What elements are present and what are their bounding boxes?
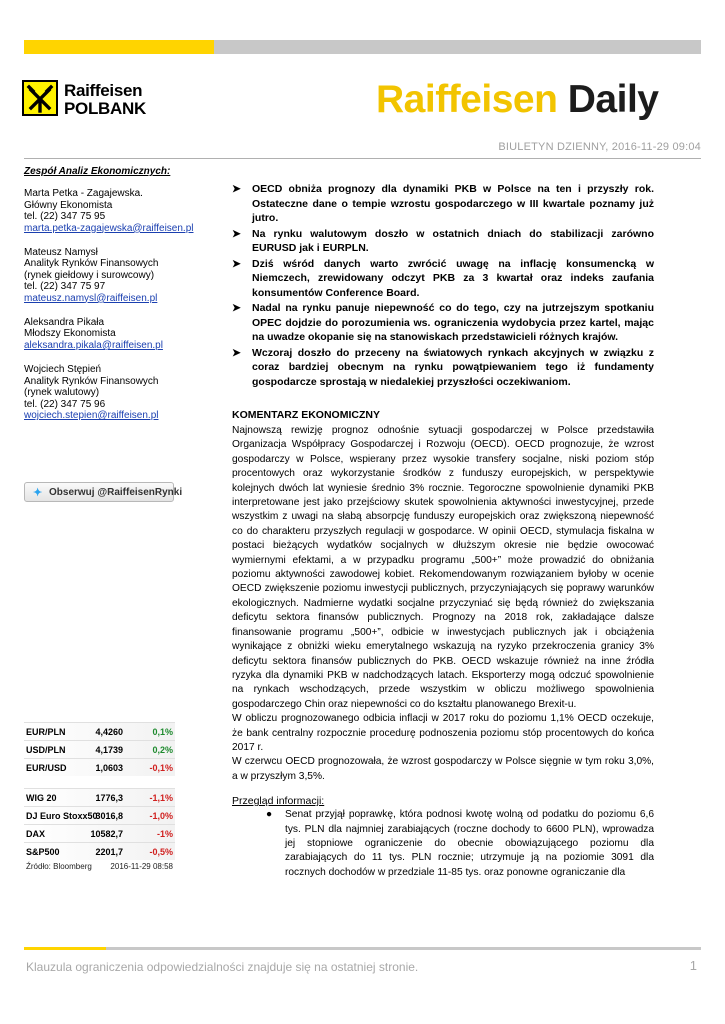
market-row (24, 824, 175, 842)
market-table (24, 722, 175, 874)
headline-text: Nadal na rynku panuje niepewność co do tego, czy na jutrzejszym spotkaniu OPEC dojdzie do porozumienia ws. ograniczenia wydobycia przez kartel, mając na uwadze okopanie się na stanowiskach przedstawicieli różnych krajów. (252, 302, 654, 343)
market-name: WIG 20 (26, 793, 57, 803)
arrow-bullet-icon: ➤ (232, 183, 241, 195)
page-number: 1 (689, 958, 697, 973)
member-line: Analityk Rynków Finansowych (24, 375, 159, 387)
member-line: Aleksandra Pikała (24, 317, 105, 329)
member-line: Marta Petka - Zagajewska. (24, 188, 143, 200)
market-row (24, 842, 175, 860)
headline-item (232, 257, 654, 301)
market-value: 2201,7 (95, 847, 123, 857)
sidebar-team (24, 166, 204, 434)
market-change: -0,1% (149, 763, 173, 773)
member-line: (rynek giełdowy i surowcowy) (24, 269, 155, 281)
member-line: Młodszy Ekonomista (24, 328, 116, 340)
team-member (24, 188, 204, 234)
team-member (24, 364, 204, 421)
commentary-paragraph: Najnowszą rewizję prognoz odnośnie sytuacji gospodarczej w Polsce przedstawiła Organizacja Współpracy Gospodarczej i Rozwoju (OECD). OECD prognozuje, że wzrost gospodarczy w Polsce, wspierany przez wysokie transfery socjalne, niski poziom stóp procentowych oraz wykorzystanie środków z funduszy europejskich, w perspektywie kolejnych dwóch lat wyniesie średnio 3% rocznie. Tegoroczne spowolnienie dynamiki PKB interpretowane jest jako przejściowy skutek spowolnienia aktywności inwestycyjnej, przede wszystkim z uwagi na słabą absorpcję funduszy europejskich oraz zwiększoną niepewność co do charakteru przyszłych regulacji w gospodarce. W opinii OECD, stymulacja fiskalna w postaci bieżących wydatków socjalnych w dłuższym okresie nie będzie owocować wymiernymi efektami, a w przypadku programu „500+” może prowadzić do obniżania poziomu aktywności zawodowej kobiet. Rekomendowanym rozwiązaniem byłoby w ocenie OECD zwiększenie poziomu inwestycji publicznych, przyczyniających się poprawy warunków ekologicznych. Nadmierne wydatki socjalne przyczyniać się będą również do zwiększania deficytu sektora finansów publicznych. Prognozy na 2018 rok, zakładające dalsze finansowanie programu „500+”, odbicie w inwestycjach publicznych jak i obciążenia wynikające z obniżki wieku emerytalnego wskazują na ryzyko przekroczenia granicy 3% deficytu sektora finansów publicznych do PKB. OECD wskazuje również na inne źródła ryzyka dla dynamiki PKB w nadchodzących latach. Eksporterzy mogą odczuć spowolnienie na rynkach wschodzących, przede wszystkim w obliczu możliwego spowolnienia gospodarczego Chin oraz niepewności co do kształtu planowanego Brexit-u. (232, 425, 654, 710)
market-value: 1,0603 (95, 763, 123, 773)
market-row (24, 758, 175, 776)
member-line: tel. (22) 347 75 95 (24, 211, 106, 223)
market-change: 0,2% (152, 745, 173, 755)
market-name: DJ Euro Stoxx50 (26, 811, 98, 821)
member-line: Mateusz Namysł (24, 247, 98, 259)
raiffeisen-polbank-logo (22, 80, 192, 120)
brand-title-raiffeisen: Raiffeisen (376, 78, 558, 121)
headline-text: Dziś wśród danych warto zwrócić uwagę na inflację konsumencką w Niemczech, zrewidowany odczyt PKB za 3 kwartał oraz indeks zaufania konsumentów Conference Board. (252, 257, 654, 299)
footer-bar (24, 947, 701, 950)
market-value: 3016,8 (95, 811, 123, 821)
member-email-link[interactable]: aleksandra.pikala@raiffeisen.pl (24, 339, 163, 351)
headline-item (232, 346, 654, 390)
market-name: S&P500 (26, 847, 60, 857)
market-value: 1776,3 (95, 793, 123, 803)
headline-bullets (232, 182, 654, 389)
market-value: 4,1739 (95, 745, 123, 755)
logo-mark-icon (22, 80, 58, 116)
page-title (376, 78, 658, 122)
market-row (24, 740, 175, 758)
overview-title: Przegląd informacji: (232, 795, 325, 808)
market-row (24, 788, 175, 806)
logo-text-polbank: POLBANK (64, 99, 146, 118)
market-source-label: Źródło: Bloomberg (26, 862, 92, 871)
headline-item (232, 227, 654, 256)
member-email-link[interactable]: wojciech.stepien@raiffeisen.pl (24, 409, 159, 421)
footer-bar-accent (24, 947, 106, 950)
market-value: 10582,7 (90, 829, 123, 839)
twitter-follow-label: Obserwuj @RaiffeisenRynki (49, 487, 183, 498)
market-name: USD/PLN (26, 745, 66, 755)
header-divider (24, 158, 701, 159)
brand-title-daily: Daily (567, 78, 659, 121)
arrow-bullet-icon: ➤ (232, 302, 241, 314)
member-line: (rynek walutowy) (24, 387, 100, 399)
market-source (24, 860, 175, 874)
member-line: tel. (22) 347 75 96 (24, 398, 106, 410)
member-line: tel. (22) 347 75 97 (24, 281, 106, 293)
headline-text: OECD obniża prognozy dla dynamiki PKB w Polsce na ten i przyszły rok. Ostateczne dane o tempie wzrostu gospodarczego w III kwartale poznamy już jutro. (252, 183, 654, 224)
commentary-body (232, 424, 654, 784)
logo-text-raiffeisen: Raiffeisen (64, 81, 143, 100)
market-row (24, 806, 175, 824)
twitter-bird-icon: ✦ (33, 487, 43, 499)
bullet-dot-icon: ● (266, 809, 273, 821)
member-line: Wojciech Stępień (24, 364, 102, 376)
member-email-link[interactable]: marta.petka-zagajewska@raiffeisen.pl (24, 222, 194, 234)
arrow-bullet-icon: ➤ (232, 227, 241, 240)
market-row (24, 722, 175, 740)
member-line: Główny Ekonomista (24, 199, 113, 211)
team-member (24, 317, 204, 351)
market-value: 4,4260 (95, 727, 123, 737)
team-heading: Zespół Analiz Ekonomicznych: (24, 166, 171, 177)
top-bar-accent (24, 40, 214, 54)
arrow-bullet-icon: ➤ (232, 346, 241, 359)
overview-text: Senat przyjął poprawkę, która podnosi kwotę wolną od podatku do poziomu 6,6 tys. PLN dla najmniej zarabiających (roczne dochody to 6600 PLN), wprowadza jej stopniowe ograniczenie do obecnie obowiązującego poziomu dla zarabiających do 11 tys. PLN rocznie; utrzymuje ją na poziomie 3091 dla rocznych dochodów w przedziale 11-85 tys. oraz ponowne ograniczanie dla (285, 809, 654, 878)
headline-text: Na rynku walutowym doszło w ostatnich dniach do stabilizacji zarówno EURUSD jak i EURPLN. (252, 227, 654, 254)
twitter-follow-button[interactable] (24, 482, 183, 502)
overview-list (232, 808, 654, 880)
market-name: EUR/USD (26, 763, 67, 773)
overview-item (266, 808, 654, 880)
market-change: -1,0% (149, 811, 173, 821)
team-member (24, 247, 204, 304)
headline-item (232, 301, 654, 345)
market-change: 0,1% (152, 727, 173, 737)
main-content (232, 182, 654, 880)
bulletin-date: BIULETYN DZIENNY, 2016-11-29 09:04 (498, 141, 701, 153)
market-change: -1,1% (149, 793, 173, 803)
commentary-paragraph: W obliczu prognozowanego odbicia inflacji w 2017 roku do poziomu 1,1% OECD oczekuje, że bank centralny rozpocznie procedurę podnoszenia poziomu stóp procentowych do końca 2017 r. (232, 713, 654, 753)
arrow-bullet-icon: ➤ (232, 257, 241, 270)
market-change: -1% (156, 829, 173, 839)
market-source-date: 2016-11-29 08:58 (110, 862, 173, 871)
commentary-paragraph: W czerwcu OECD prognozowała, że wzrost gospodarczy w Polsce sięgnie w tym roku 3,0%, a w przyszłym 3,5%. (232, 756, 654, 782)
member-line: Analityk Rynków Finansowych (24, 258, 159, 270)
headline-item (232, 182, 654, 226)
market-name: DAX (26, 829, 46, 839)
commentary-title: KOMENTARZ EKONOMICZNY (232, 409, 380, 421)
top-bar (24, 40, 701, 54)
market-name: EUR/PLN (26, 727, 66, 737)
market-change: -0,5% (149, 847, 173, 857)
member-email-link[interactable]: mateusz.namysl@raiffeisen.pl (24, 292, 158, 304)
disclaimer-text: Klauzula ograniczenia odpowiedzialności znajduje się na ostatniej stronie. (26, 960, 419, 974)
headline-text: Wczoraj doszło do przeceny na światowych rynkach akcyjnych w związku z coraz bardziej obecnym na rynku powątpiewaniem tego iż fundamenty gospodarcze sprostają w niedalekiej przyszłości oczekiwaniom. (252, 346, 654, 388)
